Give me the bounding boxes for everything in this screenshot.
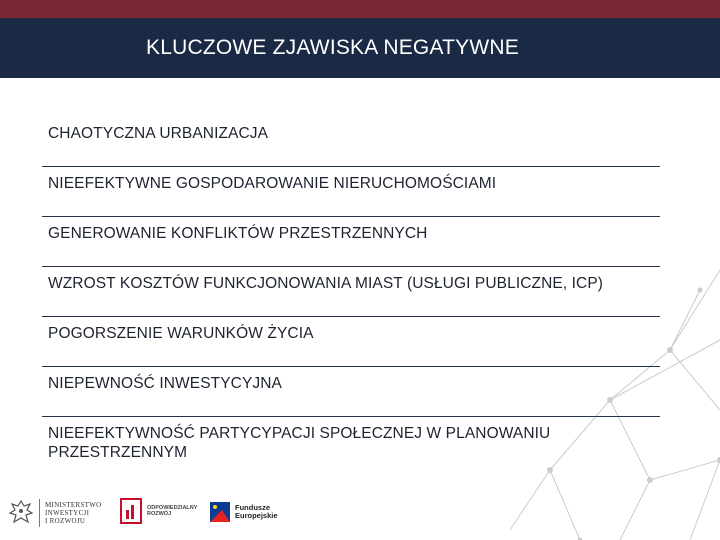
list-item: NIEEFEKTYWNE GOSPODAROWANIE NIERUCHOMOŚCIAMI — [42, 167, 660, 217]
platform-line: ODPOWIEDZIALNY — [147, 504, 198, 511]
list-item: WZROST KOSZTÓW FUNKCJONOWANIA MIAST (USŁUGI PUBLICZNE, ICP) — [42, 267, 660, 317]
ministry-logo — [8, 498, 102, 528]
list-item: POGORSZENIE WARUNKÓW ŻYCIA — [42, 317, 660, 367]
title-bar — [0, 18, 720, 78]
funds-logo — [210, 502, 278, 522]
funds-line: Europejskie — [235, 511, 278, 520]
ministry-line: I ROZWOJU — [45, 517, 86, 525]
list-item: CHAOTYCZNA URBANIZACJA — [42, 117, 660, 167]
slide-title: KLUCZOWE ZJAWISKA NEGATYWNE — [146, 36, 519, 59]
footer-logos — [0, 494, 300, 534]
list-item: NIEPEWNOŚĆ INWESTYCYJNA — [42, 367, 660, 417]
platform-line: ROZWÓJ — [147, 511, 172, 517]
eu-funds-emblem-icon — [210, 502, 230, 522]
platform-logo — [120, 498, 197, 524]
funds-line: Fundusze — [235, 502, 270, 512]
phenomena-list — [42, 117, 660, 467]
bar-chart-emblem-icon — [120, 498, 142, 524]
ministry-line: MINISTERSTWO — [45, 501, 102, 509]
list-item: NIEEFEKTYWNOŚĆ PARTYCYPACJI SPOŁECZNEJ W PLANOWANIU PRZESTRZENNYM — [48, 425, 551, 461]
ministry-line: INWESTYCJI — [45, 509, 90, 517]
top-accent-strip — [0, 0, 720, 18]
eagle-emblem-icon — [8, 498, 34, 528]
list-item: GENEROWANIE KONFLIKTÓW PRZESTRZENNYCH — [42, 217, 660, 267]
